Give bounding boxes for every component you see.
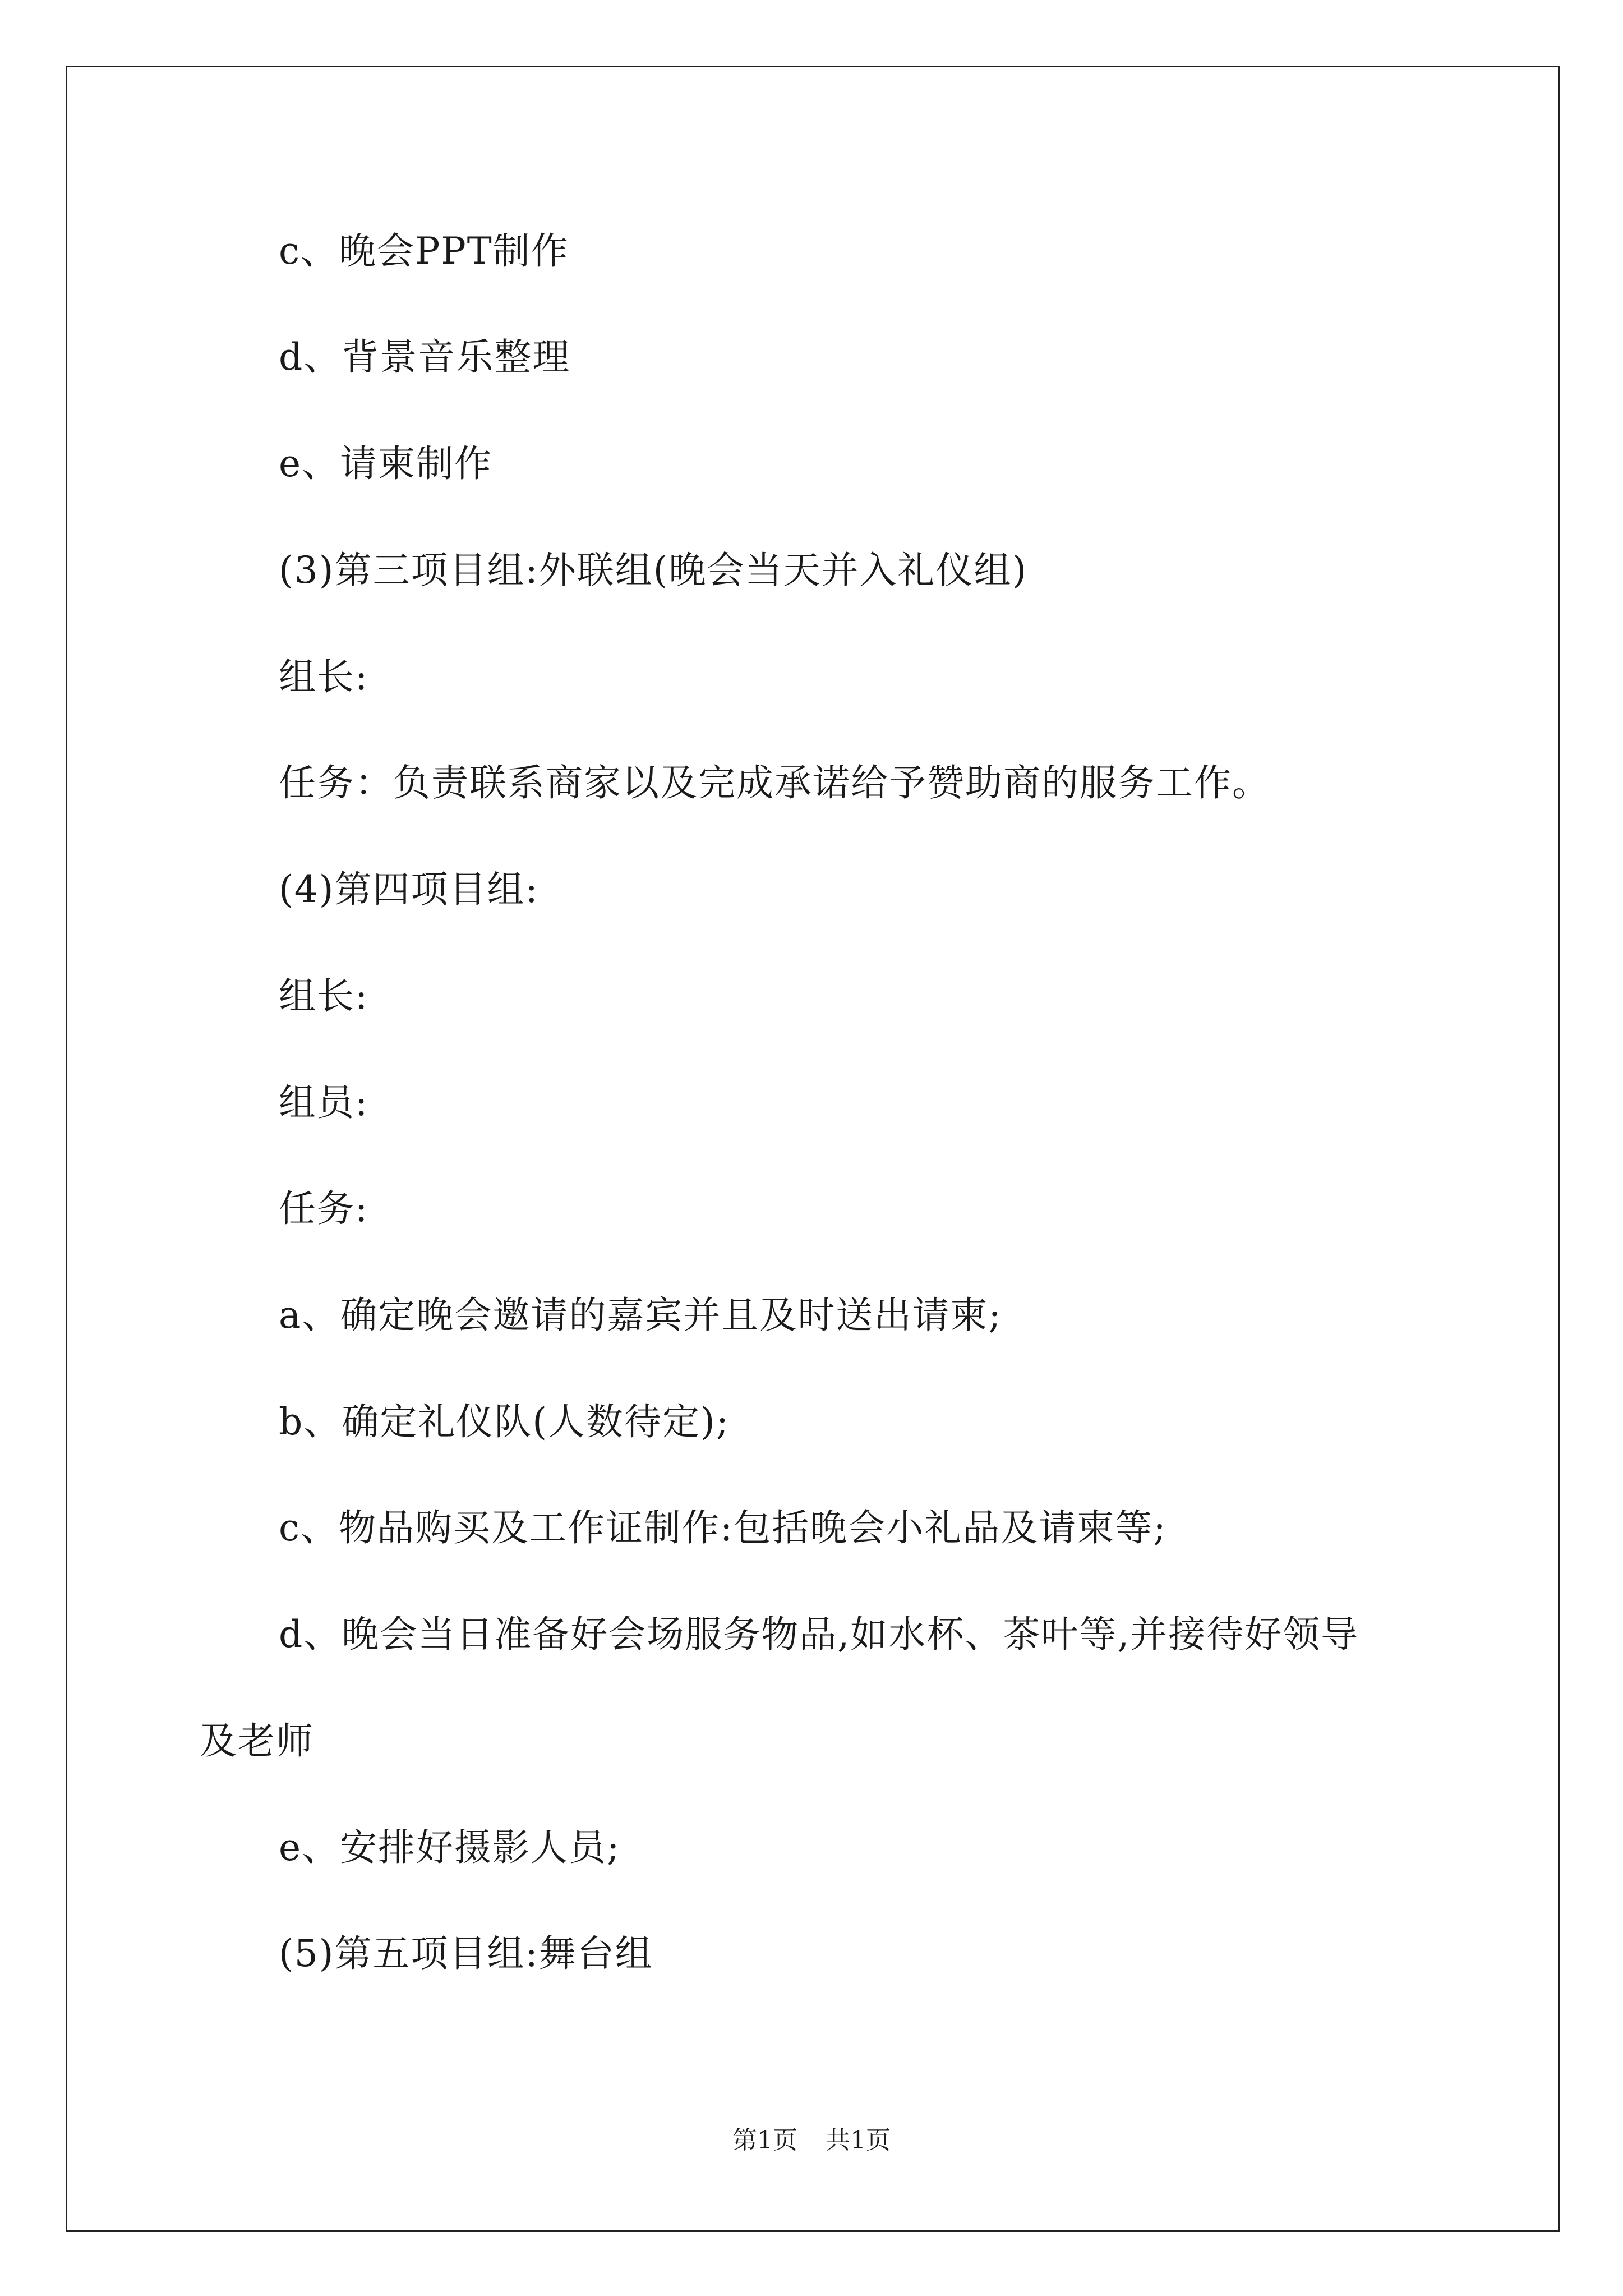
page-number: 第1页 [732, 2126, 797, 2155]
text-line: d、背景音乐整理 [279, 335, 571, 379]
text-line: c、物品购买及工作证制作:包括晚会小礼品及请柬等; [279, 1506, 1167, 1549]
text-line: 组员: [279, 1081, 369, 1124]
text-line: e、安排好摄影人员; [279, 1826, 621, 1869]
text-line: c、晚会PPT制作 [279, 229, 569, 273]
text-line: 任务：负责联系商家以及完成承诺给予赞助商的服务工作。 [279, 761, 1270, 804]
text-line: (3)第三项目组:外联组(晚会当天并入礼仪组) [279, 549, 1028, 592]
text-line: 组长: [279, 974, 369, 1018]
text-line: e、请柬制作 [279, 442, 493, 485]
text-line: 组长: [279, 655, 369, 698]
text-line: (4)第四项目组: [279, 868, 539, 911]
page-footer [0, 2125, 1623, 2156]
text-line: d、晚会当日准备好会场服务物品,如水杯、茶叶等,并接待好领导 [279, 1613, 1359, 1656]
text-line: a、确定晚会邀请的嘉宾并且及时送出请柬; [279, 1294, 1002, 1337]
text-line: 及老师 [200, 1719, 314, 1763]
page-total: 共1页 [826, 2126, 891, 2155]
text-line: (5)第五项目组:舞台组 [279, 1932, 653, 1975]
text-line: b、确定礼仪队(人数待定); [279, 1400, 730, 1443]
page-border [66, 66, 1560, 2232]
text-line: 任务: [279, 1187, 369, 1230]
